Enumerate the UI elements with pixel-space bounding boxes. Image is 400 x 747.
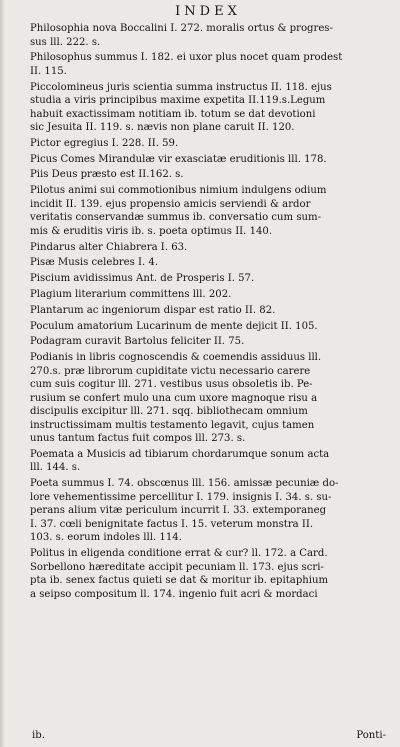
index-entries [30, 22, 386, 601]
entry-line: Podianis in libris cognoscendis & coemendis assiduus lll. [30, 352, 322, 364]
entry-line: Poeta summus I. 74. obscœnus lll. 156. amissæ pecuniæ do- [30, 478, 339, 490]
entry-line: discipulis excipitur lll. 271. sqq. bibliothecam omnium [30, 406, 308, 418]
entry-line: I. 37. cœli benignitate factus I. 15. veterum monstra II. [30, 518, 314, 530]
entry-line: Pisæ Musis celebres I. 4. [30, 257, 159, 269]
entry-line: Philosophus summus I. 182. ei uxor plus nocet quam prodest [30, 52, 343, 64]
page-footer [30, 729, 386, 742]
entry-line: pta ib. senex factus quieti se dat & moritur ib. epitaphium [30, 575, 329, 587]
index-entry [30, 288, 386, 302]
entry-line: Sorbellono hæreditate accipit pecuniam ll. 173. ejus scri- [30, 561, 324, 573]
entry-line: rusium se confert mulo una cum uxore magnoque risu a [30, 392, 318, 404]
entry-line: lore vehementissime percellitur I. 179. insignis I. 34. s. su- [30, 491, 332, 503]
catchword: Ponti- [356, 730, 386, 741]
entry-line: Plantarum ac ingeniorum dispar est ratio II. 82. [30, 304, 276, 316]
entry-line: Plagium literarium committens lll. 202. [30, 288, 232, 300]
entry-line: 103. s. eorum indoles lll. 114. [30, 532, 182, 544]
index-entry [30, 477, 386, 545]
entry-line: unus tantum factus fuit compos lll. 273. s. [30, 433, 246, 445]
entry-line: cum suis cogitur lll. 271. vestibus usus obsoletis ib. Pe- [30, 379, 313, 391]
index-entry [30, 184, 386, 238]
index-entry [30, 304, 386, 318]
footer-continuation: ib. [32, 730, 45, 741]
index-entry [30, 335, 386, 349]
index-entry [30, 168, 386, 182]
index-entry [30, 351, 386, 446]
index-entry [30, 256, 386, 270]
entry-line: lll. 144. s. [30, 462, 81, 474]
entry-line: a seipso compositum ll. 174. ingenio fuit acri & mordaci [30, 588, 318, 600]
index-entry [30, 448, 386, 475]
entry-line: incidit II. 139. ejus propensio amicis serviendi & ardor [30, 198, 311, 210]
entry-line: II. 115. [30, 65, 67, 77]
entry-line: Piccolomineus juris scientia summa instructus II. 118. ejus [30, 81, 332, 93]
entry-line: Podagram curavit Bartolus feliciter II. 75. [30, 336, 245, 348]
entry-line: Piscium avidissimus Ant. de Prosperis I. 57. [30, 273, 255, 285]
index-entry [30, 547, 386, 601]
index-entry [30, 51, 386, 78]
entry-line: Poemata a Musicis ad tibiarum chordarumque sonum acta [30, 448, 330, 460]
entry-line: sus lll. 222. s. [30, 36, 101, 48]
entry-line: Piis Deus præsto est II.162. s. [30, 169, 184, 181]
entry-line: instructissimam multis testamento legavit, cujus tamen [30, 419, 315, 431]
entry-line: habuit exactissimam notitiam ib. totum se dat devotioni [30, 108, 316, 120]
index-entry [30, 137, 386, 151]
entry-line: Pilotus animi sui commotionibus nimium indulgens odium [30, 185, 327, 197]
index-entry [30, 81, 386, 135]
entry-line: Poculum amatorium Lucarinum de mente dejicit II. 105. [30, 320, 318, 332]
entry-line: perans alium vitæ periculum incurrit I. 33. extemporaneg [30, 505, 327, 517]
index-entry [30, 153, 386, 167]
entry-line: sic Jesuita II. 119. s. nævis non plane caruit II. 120. [30, 122, 295, 134]
index-entry [30, 22, 386, 49]
entry-line: Pictor egregius I. 228. II. 59. [30, 137, 179, 149]
entry-line: veritatis conservandæ summus ib. conversatio cum sum- [30, 212, 321, 224]
index-entry [30, 320, 386, 334]
index-entry [30, 272, 386, 286]
entry-line: Picus Comes Mirandulæ vir exasciatæ eruditionis lll. 178. [30, 153, 327, 165]
entry-line: mis & eruditis viris ib. s. poeta optimus II. 140. [30, 225, 273, 237]
entry-line: studia a viris principibus maxime expetita II.119.s.Legum [30, 95, 326, 107]
entry-line: Philosophia nova Boccalini I. 272. moralis ortus & progres- [30, 23, 333, 34]
entry-line: 270.s. præ librorum cupiditate victu necessario carere [30, 365, 311, 377]
index-entry [30, 241, 386, 255]
page-header: INDEX [175, 4, 241, 19]
entry-line: Pindarus alter Chiabrera I. 63. [30, 241, 188, 253]
entry-line: Politus in eligenda conditione errat & cur? ll. 172. a Card. [30, 548, 328, 560]
